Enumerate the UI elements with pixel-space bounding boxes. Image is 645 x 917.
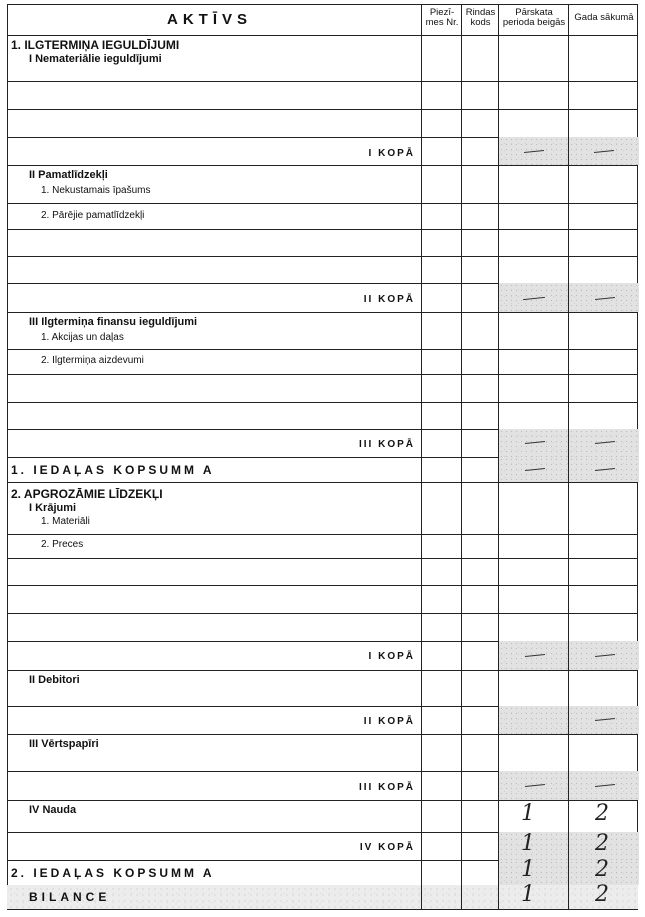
notes-cell[interactable] xyxy=(421,109,462,137)
table-row xyxy=(7,203,638,229)
section2-total1-label: I KOPĀ xyxy=(368,651,415,662)
end-value-cell[interactable] xyxy=(498,457,569,482)
notes-cell[interactable] xyxy=(421,457,462,482)
table-row xyxy=(7,882,638,909)
section2-group4-label: IV Nauda xyxy=(29,804,77,816)
section2-g1-item2: 2. Preces xyxy=(41,539,84,550)
end-header-line1: Pārskata xyxy=(515,7,553,18)
code-cell[interactable] xyxy=(461,585,499,613)
table-row xyxy=(7,771,638,800)
code-cell[interactable] xyxy=(461,860,499,885)
section1-sum-label: 1. IEDAĻAS KOPSUMM A xyxy=(11,463,215,477)
table-row xyxy=(7,857,638,885)
start-value-cell[interactable] xyxy=(568,832,639,860)
start-value-cell[interactable] xyxy=(568,457,639,482)
notes-cell[interactable] xyxy=(421,374,462,402)
end-value-cell[interactable] xyxy=(498,771,569,800)
header-code-cell xyxy=(461,4,499,35)
notes-cell[interactable] xyxy=(421,800,462,832)
sum2-end-value: 1 xyxy=(521,857,535,882)
notes-cell[interactable] xyxy=(421,558,462,585)
table-row xyxy=(7,585,638,613)
notes-cell[interactable] xyxy=(421,349,462,374)
notes-cell[interactable] xyxy=(421,256,462,283)
code-cell[interactable] xyxy=(461,706,499,734)
header-end-cell xyxy=(498,4,569,35)
code-cell[interactable] xyxy=(461,457,499,482)
table-row xyxy=(7,613,638,641)
table-row xyxy=(7,165,638,203)
end-value-cell[interactable] xyxy=(498,882,569,909)
section2-total4-label: IV KOPĀ xyxy=(359,842,415,853)
start-value-cell[interactable] xyxy=(568,706,639,734)
code-cell[interactable] xyxy=(461,81,499,109)
start-value-cell[interactable] xyxy=(568,203,639,229)
header-notes-cell xyxy=(421,4,462,35)
table-row xyxy=(7,402,638,429)
start-value-cell[interactable] xyxy=(568,256,639,283)
code-cell[interactable] xyxy=(461,165,499,203)
notes-cell[interactable] xyxy=(421,312,462,349)
code-cell[interactable] xyxy=(461,349,499,374)
section2-group1-label: I Krājumi xyxy=(29,502,77,514)
notes-cell[interactable] xyxy=(421,229,462,256)
section1-g3-item2: 2. Ilgtermiņa aizdevumi xyxy=(41,355,144,366)
notes-cell[interactable] xyxy=(421,429,462,457)
section2-total2-label: II KOPĀ xyxy=(363,716,415,727)
start-value-cell[interactable] xyxy=(568,312,639,349)
section2-sum-label: 2. IEDAĻAS KOPSUMM A xyxy=(11,866,215,880)
bilance-end-value: 1 xyxy=(521,882,535,907)
table-row xyxy=(7,137,638,165)
table-row xyxy=(7,35,638,81)
notes-cell[interactable] xyxy=(421,706,462,734)
notes-cell[interactable] xyxy=(421,585,462,613)
end-value-cell[interactable] xyxy=(498,109,569,137)
notes-cell[interactable] xyxy=(421,641,462,670)
table-row xyxy=(7,457,638,482)
start-value-cell[interactable] xyxy=(568,283,639,312)
start-header: Gada sākumā xyxy=(574,12,634,23)
end-value-cell[interactable] xyxy=(498,203,569,229)
table-row xyxy=(7,283,638,312)
end-value-cell[interactable] xyxy=(498,229,569,256)
section1-g3-item1: 1. Akcijas un daļas xyxy=(41,332,124,343)
start-value-cell[interactable] xyxy=(568,613,639,641)
start-value-cell[interactable] xyxy=(568,534,639,558)
table-row xyxy=(7,256,638,283)
table-row xyxy=(7,229,638,256)
notes-cell[interactable] xyxy=(421,534,462,558)
notes-cell[interactable] xyxy=(421,482,462,534)
end-value-cell[interactable] xyxy=(498,534,569,558)
table-row xyxy=(7,349,638,374)
section2-g1-item1: 1. Materiāli xyxy=(41,516,90,527)
section1-total3-label: III KOPĀ xyxy=(358,439,415,450)
table-row xyxy=(7,670,638,706)
start-value-cell[interactable] xyxy=(568,137,639,165)
end-value-cell[interactable] xyxy=(498,165,569,203)
table-row xyxy=(7,558,638,585)
end-value-cell[interactable] xyxy=(498,256,569,283)
code-cell[interactable] xyxy=(461,374,499,402)
table-row xyxy=(7,312,638,349)
code-header-line2: kods xyxy=(470,17,491,28)
header-row xyxy=(7,4,638,35)
end-value-cell[interactable] xyxy=(498,800,569,832)
table-row xyxy=(7,641,638,670)
code-cell[interactable] xyxy=(461,35,499,81)
table-row xyxy=(7,374,638,402)
section2-title: 2. APGROZĀMIE LĪDZEKĻI xyxy=(11,487,163,501)
notes-cell[interactable] xyxy=(421,771,462,800)
section1-total2-label: II KOPĀ xyxy=(363,294,415,305)
code-cell[interactable] xyxy=(461,283,499,312)
code-cell[interactable] xyxy=(461,482,499,534)
start-value-cell[interactable] xyxy=(568,349,639,374)
table-row xyxy=(7,734,638,771)
code-cell[interactable] xyxy=(461,429,499,457)
end-value-cell[interactable] xyxy=(498,482,569,534)
start-value-cell[interactable] xyxy=(568,641,639,670)
notes-cell[interactable] xyxy=(421,670,462,706)
start-value-cell[interactable] xyxy=(568,558,639,585)
table-row xyxy=(7,534,638,558)
end-value-cell[interactable] xyxy=(498,35,569,81)
end-value-cell[interactable] xyxy=(498,585,569,613)
notes-cell[interactable] xyxy=(421,734,462,771)
table-row xyxy=(7,429,638,457)
section2-group3-label: III Vērtspapīri xyxy=(29,738,99,750)
balance-label: BILANCE xyxy=(29,890,111,904)
section2-group2-label: II Debitori xyxy=(29,674,80,686)
code-cell[interactable] xyxy=(461,229,499,256)
start-value-cell[interactable] xyxy=(568,109,639,137)
end-value-cell[interactable] xyxy=(498,137,569,165)
end-value-cell[interactable] xyxy=(498,429,569,457)
table-row xyxy=(7,832,638,860)
balance-sheet-form xyxy=(7,4,638,910)
end-value-cell[interactable] xyxy=(498,312,569,349)
header-aktivs-cell xyxy=(7,4,421,35)
section1-group2-label: II Pamatlīdzekļi xyxy=(29,169,108,181)
notes-cell[interactable] xyxy=(421,81,462,109)
start-value-cell[interactable] xyxy=(568,585,639,613)
notes-cell[interactable] xyxy=(421,35,462,81)
end-value-cell[interactable] xyxy=(498,283,569,312)
notes-cell[interactable] xyxy=(421,137,462,165)
start-value-cell[interactable] xyxy=(568,482,639,534)
end-value-cell[interactable] xyxy=(498,641,569,670)
notes-cell[interactable] xyxy=(421,283,462,312)
bilance-start-value: 2 xyxy=(595,882,609,907)
start-value-cell[interactable] xyxy=(568,81,639,109)
code-cell[interactable] xyxy=(461,771,499,800)
start-value-cell[interactable] xyxy=(568,35,639,81)
end-value-cell[interactable] xyxy=(498,670,569,706)
nauda-total-start-value: 2 xyxy=(595,831,609,856)
nauda-end-value: 1 xyxy=(521,801,535,826)
table-row xyxy=(7,81,638,109)
nauda-start-value: 2 xyxy=(595,801,609,826)
table-row xyxy=(7,482,638,534)
notes-cell[interactable] xyxy=(421,165,462,203)
code-cell[interactable] xyxy=(461,256,499,283)
end-value-cell[interactable] xyxy=(498,402,569,429)
code-cell[interactable] xyxy=(461,203,499,229)
start-value-cell[interactable] xyxy=(568,670,639,706)
section1-group1-label: I Nemateriālie ieguldījumi xyxy=(29,53,162,65)
notes-header-line1: Piezī- xyxy=(429,7,455,18)
code-header-line1: Rindas xyxy=(465,7,496,18)
start-value-cell[interactable] xyxy=(568,734,639,771)
section1-g2-item2: 2. Pārējie pamatlīdzekļi xyxy=(41,210,145,221)
code-cell[interactable] xyxy=(461,641,499,670)
code-cell[interactable] xyxy=(461,312,499,349)
section1-g2-item1: 1. Nekustamais īpašums xyxy=(41,185,151,196)
start-value-cell[interactable] xyxy=(568,882,639,909)
code-cell[interactable] xyxy=(461,534,499,558)
section2-total3-label: III KOPĀ xyxy=(358,782,415,793)
section1-title: 1. ILGTERMIŅA IEGULDĪJUMI xyxy=(11,38,180,52)
end-header-line2: perioda beigās xyxy=(502,17,566,28)
table-row xyxy=(7,706,638,734)
end-value-cell[interactable] xyxy=(498,832,569,860)
nauda-total-end-value: 1 xyxy=(521,831,535,856)
end-value-cell[interactable] xyxy=(498,734,569,771)
section1-group3-label: III Ilgtermiņa finansu ieguldījumi xyxy=(29,316,198,328)
code-cell[interactable] xyxy=(461,613,499,641)
notes-cell[interactable] xyxy=(421,860,462,885)
end-value-cell[interactable] xyxy=(498,706,569,734)
code-cell[interactable] xyxy=(461,109,499,137)
end-value-cell[interactable] xyxy=(498,81,569,109)
end-value-cell[interactable] xyxy=(498,613,569,641)
code-cell[interactable] xyxy=(461,137,499,165)
notes-cell[interactable] xyxy=(421,613,462,641)
code-cell[interactable] xyxy=(461,670,499,706)
header-start-cell xyxy=(568,4,639,35)
start-value-cell[interactable] xyxy=(568,402,639,429)
code-cell[interactable] xyxy=(461,800,499,832)
notes-header-line2: mes Nr. xyxy=(425,17,459,28)
table-row xyxy=(7,109,638,137)
notes-cell[interactable] xyxy=(421,203,462,229)
code-cell[interactable] xyxy=(461,734,499,771)
code-cell[interactable] xyxy=(461,402,499,429)
code-cell[interactable] xyxy=(461,832,499,860)
start-value-cell[interactable] xyxy=(568,429,639,457)
section1-total1-label: I KOPĀ xyxy=(368,148,415,159)
end-value-cell[interactable] xyxy=(498,349,569,374)
start-value-cell[interactable] xyxy=(568,229,639,256)
start-value-cell[interactable] xyxy=(568,771,639,800)
page-title: AKTĪVS xyxy=(167,11,253,28)
end-value-cell[interactable] xyxy=(498,374,569,402)
start-value-cell[interactable] xyxy=(568,165,639,203)
notes-cell[interactable] xyxy=(421,885,462,909)
notes-cell[interactable] xyxy=(421,402,462,429)
start-value-cell[interactable] xyxy=(568,374,639,402)
start-value-cell[interactable] xyxy=(568,800,639,832)
code-cell[interactable] xyxy=(461,885,499,909)
sum2-start-value: 2 xyxy=(595,857,609,882)
end-value-cell[interactable] xyxy=(498,558,569,585)
code-cell[interactable] xyxy=(461,558,499,585)
table-row xyxy=(7,800,638,832)
notes-cell[interactable] xyxy=(421,832,462,860)
